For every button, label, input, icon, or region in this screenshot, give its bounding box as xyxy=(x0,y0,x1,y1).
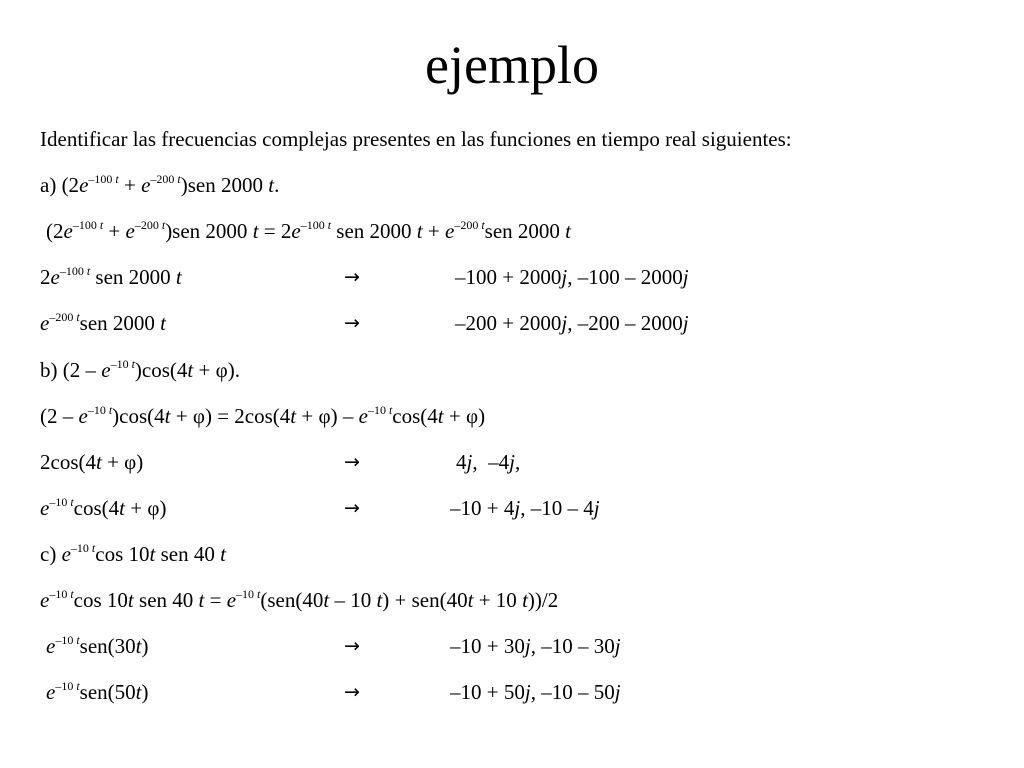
math-formula: $e^{-10 t}\cos$ 10t sen 40 $t = e^{-10 t}(sen(40t - 10$ t) + sen(40t + 10 t))/2 xyxy=(40,587,559,612)
slide-title: ejemplo xyxy=(425,35,599,95)
term-expression: $e^{-200 t}sen$ 2000 t xyxy=(40,310,167,335)
complex-frequencies: –100 + 2000j, –100 – 2000j xyxy=(455,265,689,289)
math-formula: c) $e^{-10 t}\cos$ 10t sen 40 t xyxy=(40,541,226,566)
right-arrow-icon: → xyxy=(344,451,360,473)
complex-frequencies: –10 + 4j, –10 – 4j xyxy=(450,496,600,520)
part-a-heading xyxy=(40,172,279,201)
term-expression: $2e^{-100 t}$ sen 2000 t xyxy=(40,264,182,289)
complex-frequencies: –10 + 50j, –10 – 50j xyxy=(450,680,621,704)
math-formula: b) $(2 - e^{-10 t})\cos(4t + \varphi)$. xyxy=(40,357,240,382)
right-arrow-icon: → xyxy=(344,497,360,519)
part-c-heading xyxy=(40,541,226,570)
part-b-expansion xyxy=(40,403,485,432)
right-arrow-icon: → xyxy=(344,681,360,703)
term-expression: $e^{-10 t}sen(30t)$ xyxy=(46,633,149,658)
math-formula: $(2e^{-100 t} + e^{-200 t})sen$ 2000 $t = 2e^{-100 t}$ sen 2000 $t + e^{-200 t}sen$ 2000 t xyxy=(46,218,571,243)
complex-frequencies: –10 + 30j, –10 – 30j xyxy=(450,634,621,658)
part-b-heading xyxy=(40,357,240,386)
part-a-expansion xyxy=(46,218,571,247)
part-c-expansion xyxy=(40,587,558,616)
term-expression: $e^{-10 t}\cos(4t + \varphi)$ xyxy=(40,495,167,520)
term-expression: $e^{-10 t}sen(50t)$ xyxy=(46,679,149,704)
intro-statement: Identificar las frecuencias complejas presentes en las funciones en tiempo real siguientes: xyxy=(40,127,792,151)
right-arrow-icon: → xyxy=(344,266,360,288)
right-arrow-icon: → xyxy=(344,312,360,334)
term-expression: 2cos(4t + φ) xyxy=(40,450,144,474)
right-arrow-icon: → xyxy=(344,635,360,657)
complex-frequencies: 4j, –4j, xyxy=(456,450,521,474)
math-formula: $(2 - e^{-10 t})\cos(4t + \varphi) = 2\cos(4t + \varphi) - e^{-10 t}\cos(4t + \varphi)$ xyxy=(40,403,486,428)
math-formula: a) $(2e^{-100 t} + e^{-200 t})sen$ 2000 t. xyxy=(40,172,280,197)
complex-frequencies: –200 + 2000j, –200 – 2000j xyxy=(455,311,689,335)
